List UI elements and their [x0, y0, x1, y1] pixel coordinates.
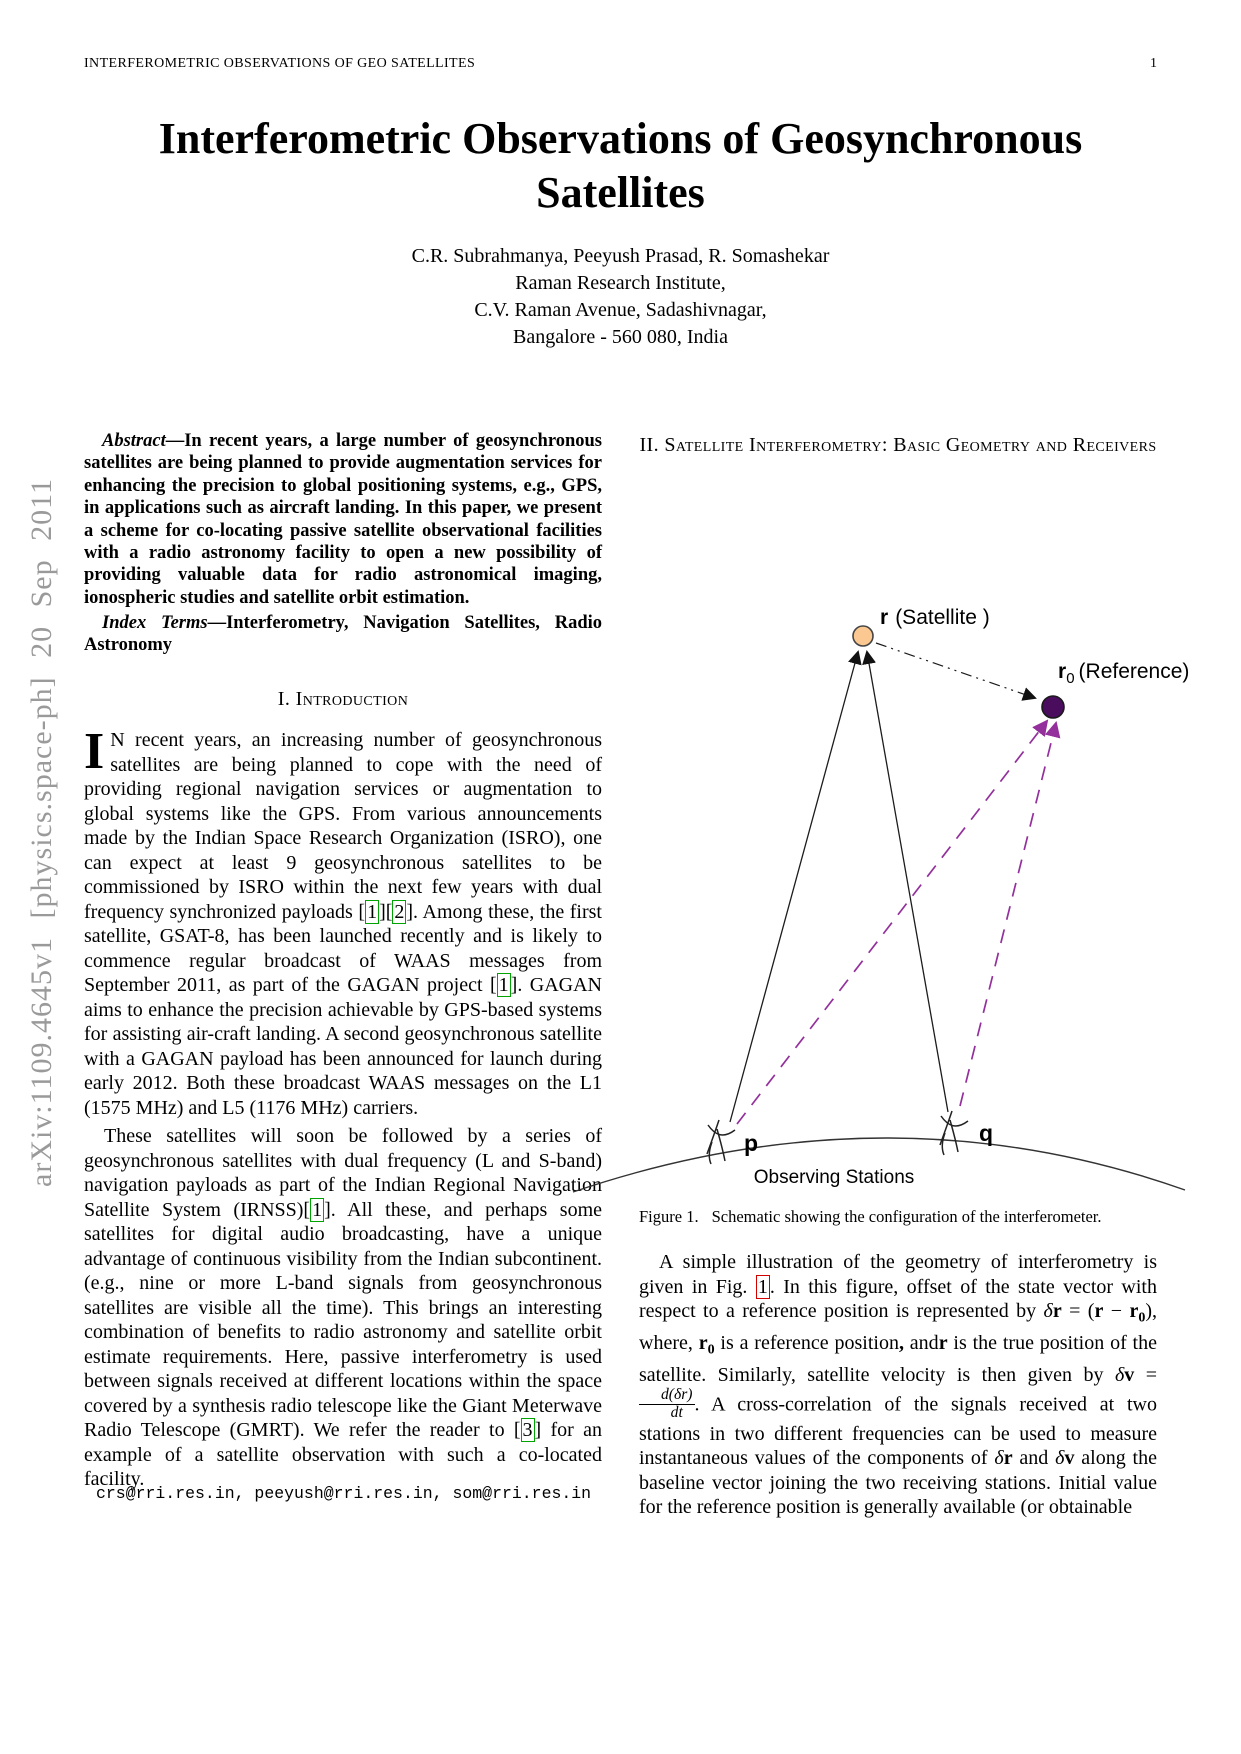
signal-path-q-satellite	[867, 652, 948, 1112]
text-segment: . A cross-correlation of the signals received at two stations in two different frequencies can be used to measure instantaneous values of the components of	[639, 1393, 1157, 1470]
text-segment: N recent years, an increasing number of geosynchronous satellites are being planned to cope with the need of providing regional navigation services or augmentation to global systems like the GPS. From various announcements made by the Indian Space Research Organization (ISRO), one can expect at least 9 geosynchronous satellites to be commissioned by ISRO within the next few years with dual frequency synchronized payloads [	[84, 729, 602, 923]
baseline-path-q-reference	[960, 723, 1056, 1106]
offset-path-satellite-reference	[876, 643, 1035, 698]
observing-stations-label: Observing Stations	[753, 1167, 915, 1188]
text-segment: is the true position of the satellite. Similarly, satellite velocity is then given by	[639, 1331, 1157, 1386]
index-terms-lead: Index Terms	[102, 613, 208, 633]
abstract-lead: Abstract	[102, 431, 166, 451]
authors-line: C.R. Subrahmanya, Peeyush Prasad, R. Somashekar	[411, 245, 830, 267]
figure-ref-link[interactable]: 1	[757, 1275, 768, 1298]
signal-path-p-satellite	[730, 652, 858, 1122]
paper-title: Interferometric Observations of Geosynchronous Satellites	[158, 114, 1083, 217]
citation-link[interactable]: 3	[522, 1419, 533, 1441]
text-segment: δ	[1114, 1363, 1125, 1386]
baseline-path-p-reference	[737, 721, 1047, 1124]
contact-emails: crs@rri.res.in, peeyush@rri.res.in, som@rri.res.in	[96, 1484, 592, 1503]
figure-caption-text: Schematic showing the configuration of the interferometer.	[711, 1207, 1102, 1226]
index-terms-paragraph	[84, 612, 602, 657]
intro-paragraph-2	[84, 1124, 602, 1492]
text-segment: r	[1003, 1447, 1013, 1470]
text-segment: These satellites will soon be followed by a series of geosynchronous satellites with dual frequency (L and S-band) navigation payloads as part of the Indian Regional Navigation Satellite System (IRNSS)[	[84, 1125, 602, 1221]
satellite-node	[853, 626, 873, 646]
abstract-body: In recent years, a large number of geosynchronous satellites are being planned to provide augmentation services for enhancing the precision to global positioning systems, e.g., GPS, in applications such as aircraft landing. In this paper, we present a scheme for co-locating passive satellite observational facilities with a radio astronomy facility to open a new possibility of providing valuable data for radio astronomical imaging, ionospheric studies and satellite orbit estimation.	[84, 431, 602, 608]
drop-cap: I	[84, 723, 105, 780]
text-segment: r	[698, 1331, 708, 1354]
satellite-label: r (Satellite )	[880, 606, 990, 629]
text-segment: ] for an example of a satellite observation with such a co-located facility.	[84, 1419, 603, 1490]
citation-link[interactable]: 1	[367, 900, 378, 923]
figure-1-schematic	[558, 540, 1203, 1212]
text-segment: A simple illustration of the geometry of interferometry is given in Fig.	[639, 1251, 1157, 1298]
figure-caption-label: Figure 1.	[639, 1207, 699, 1226]
arxiv-stamp: arXiv:1109.4645v1 [physics.space-ph] 20 Sep 2011	[25, 477, 58, 1187]
text-segment: along the baseline vector joining the two receiving stations. Initial value for the reference position is generally available (or obtainable	[639, 1447, 1157, 1519]
index-terms-body: Interferometry, Navigation Satellites, Radio Astronomy	[84, 613, 602, 656]
text-segment: r	[1052, 1300, 1062, 1322]
text-segment: ), where,	[639, 1300, 1157, 1354]
text-segment: ]. Among these, the first satellite, GSAT-8, has been launched recently and is likely to commence regular broadcast of WAAS messages from September 2011, as part of the GAGAN project [	[84, 900, 602, 996]
text-segment: δ	[994, 1447, 1004, 1470]
text-segment: δ	[1043, 1300, 1053, 1322]
abstract-paragraph	[84, 430, 602, 609]
affiliation-line-3: Bangalore - 560 080, India	[513, 326, 728, 348]
station-q-label: q	[979, 1120, 994, 1146]
reference-node	[1042, 696, 1064, 718]
reference-label: $r_0$ (Reference)	[1058, 660, 1190, 687]
affiliation-line-1: Raman Research Institute,	[515, 272, 726, 294]
text-segment: ]. All these, and perhaps some satellites for digital audio broadcasting, have a unique advantage of continuous visibility from the Indian subcontinent. (e.g., nine or more L-band signals from geosynchronous satellites are visible all the time). This brings an interesting combination of benefits to radio astronomy and satellite orbit estimate requirements. Here, passive interferometry is used between signals received at different locations within the space covered by a synthesis radio telescope like the Giant Meterwave Radio Telescope (GMRT). We refer the reader to [	[84, 1198, 602, 1441]
intro-paragraph-1	[84, 723, 602, 1120]
running-header: INTERFEROMETRIC OBSERVATIONS OF GEO SATELLITES	[84, 56, 476, 71]
section-heading-introduction: I. Introduction	[277, 688, 409, 710]
text-segment: is a reference position	[714, 1331, 899, 1354]
abstract-dash: —	[165, 431, 185, 451]
text-segment: −	[1103, 1300, 1130, 1322]
figure-caption	[639, 1206, 1157, 1227]
text-segment: 0	[1138, 1310, 1146, 1326]
affiliation-line-2: C.V. Raman Avenue, Sadashivnagar,	[474, 299, 767, 321]
text-segment: and	[1012, 1447, 1056, 1470]
text-segment: v	[1064, 1447, 1075, 1470]
text-segment: r	[938, 1331, 948, 1354]
text-segment: r	[1094, 1300, 1104, 1322]
text-segment: ][	[379, 900, 393, 923]
text-segment: = (	[1061, 1300, 1095, 1322]
page-number: 1	[1150, 56, 1157, 71]
station-p-antenna	[707, 1120, 735, 1164]
text-segment: ,	[898, 1331, 904, 1354]
text-segment: =	[1134, 1363, 1158, 1386]
byline	[84, 243, 1157, 351]
text-segment: and	[903, 1331, 939, 1354]
citation-link[interactable]: 2	[394, 900, 405, 923]
text-segment: r	[1129, 1300, 1139, 1322]
section2-paragraph	[639, 1250, 1157, 1520]
text-segment: ]. GAGAN aims to enhance the precision achievable by GPS-based systems for assisting air-craft landing. A second geosynchronous satellite with a GAGAN payload has been announced for launch during early 2012. Both these broadcast WAAS messages on the L1 (1575 MHz) and L5 (1176 MHz) carriers.	[84, 974, 602, 1119]
text-segment: 0	[707, 1342, 715, 1358]
station-p-label: p	[744, 1130, 759, 1156]
text-segment: δ	[1055, 1447, 1065, 1470]
text-segment: . In this figure, offset of the state vector with respect to a reference position is represented by	[639, 1275, 1157, 1322]
text-segment: v	[1124, 1363, 1135, 1386]
section-heading-satellite-interferometry: II. Satellite Interferometry: Basic Geometry and Receivers	[639, 434, 1157, 456]
citation-link[interactable]: 1	[498, 974, 509, 996]
station-q-antenna	[940, 1111, 968, 1155]
index-terms-dash: —	[207, 613, 227, 633]
inline-fraction: $\frac{d(\delta r)}{dt}$	[639, 1387, 695, 1422]
citation-link[interactable]: 1	[312, 1198, 323, 1221]
